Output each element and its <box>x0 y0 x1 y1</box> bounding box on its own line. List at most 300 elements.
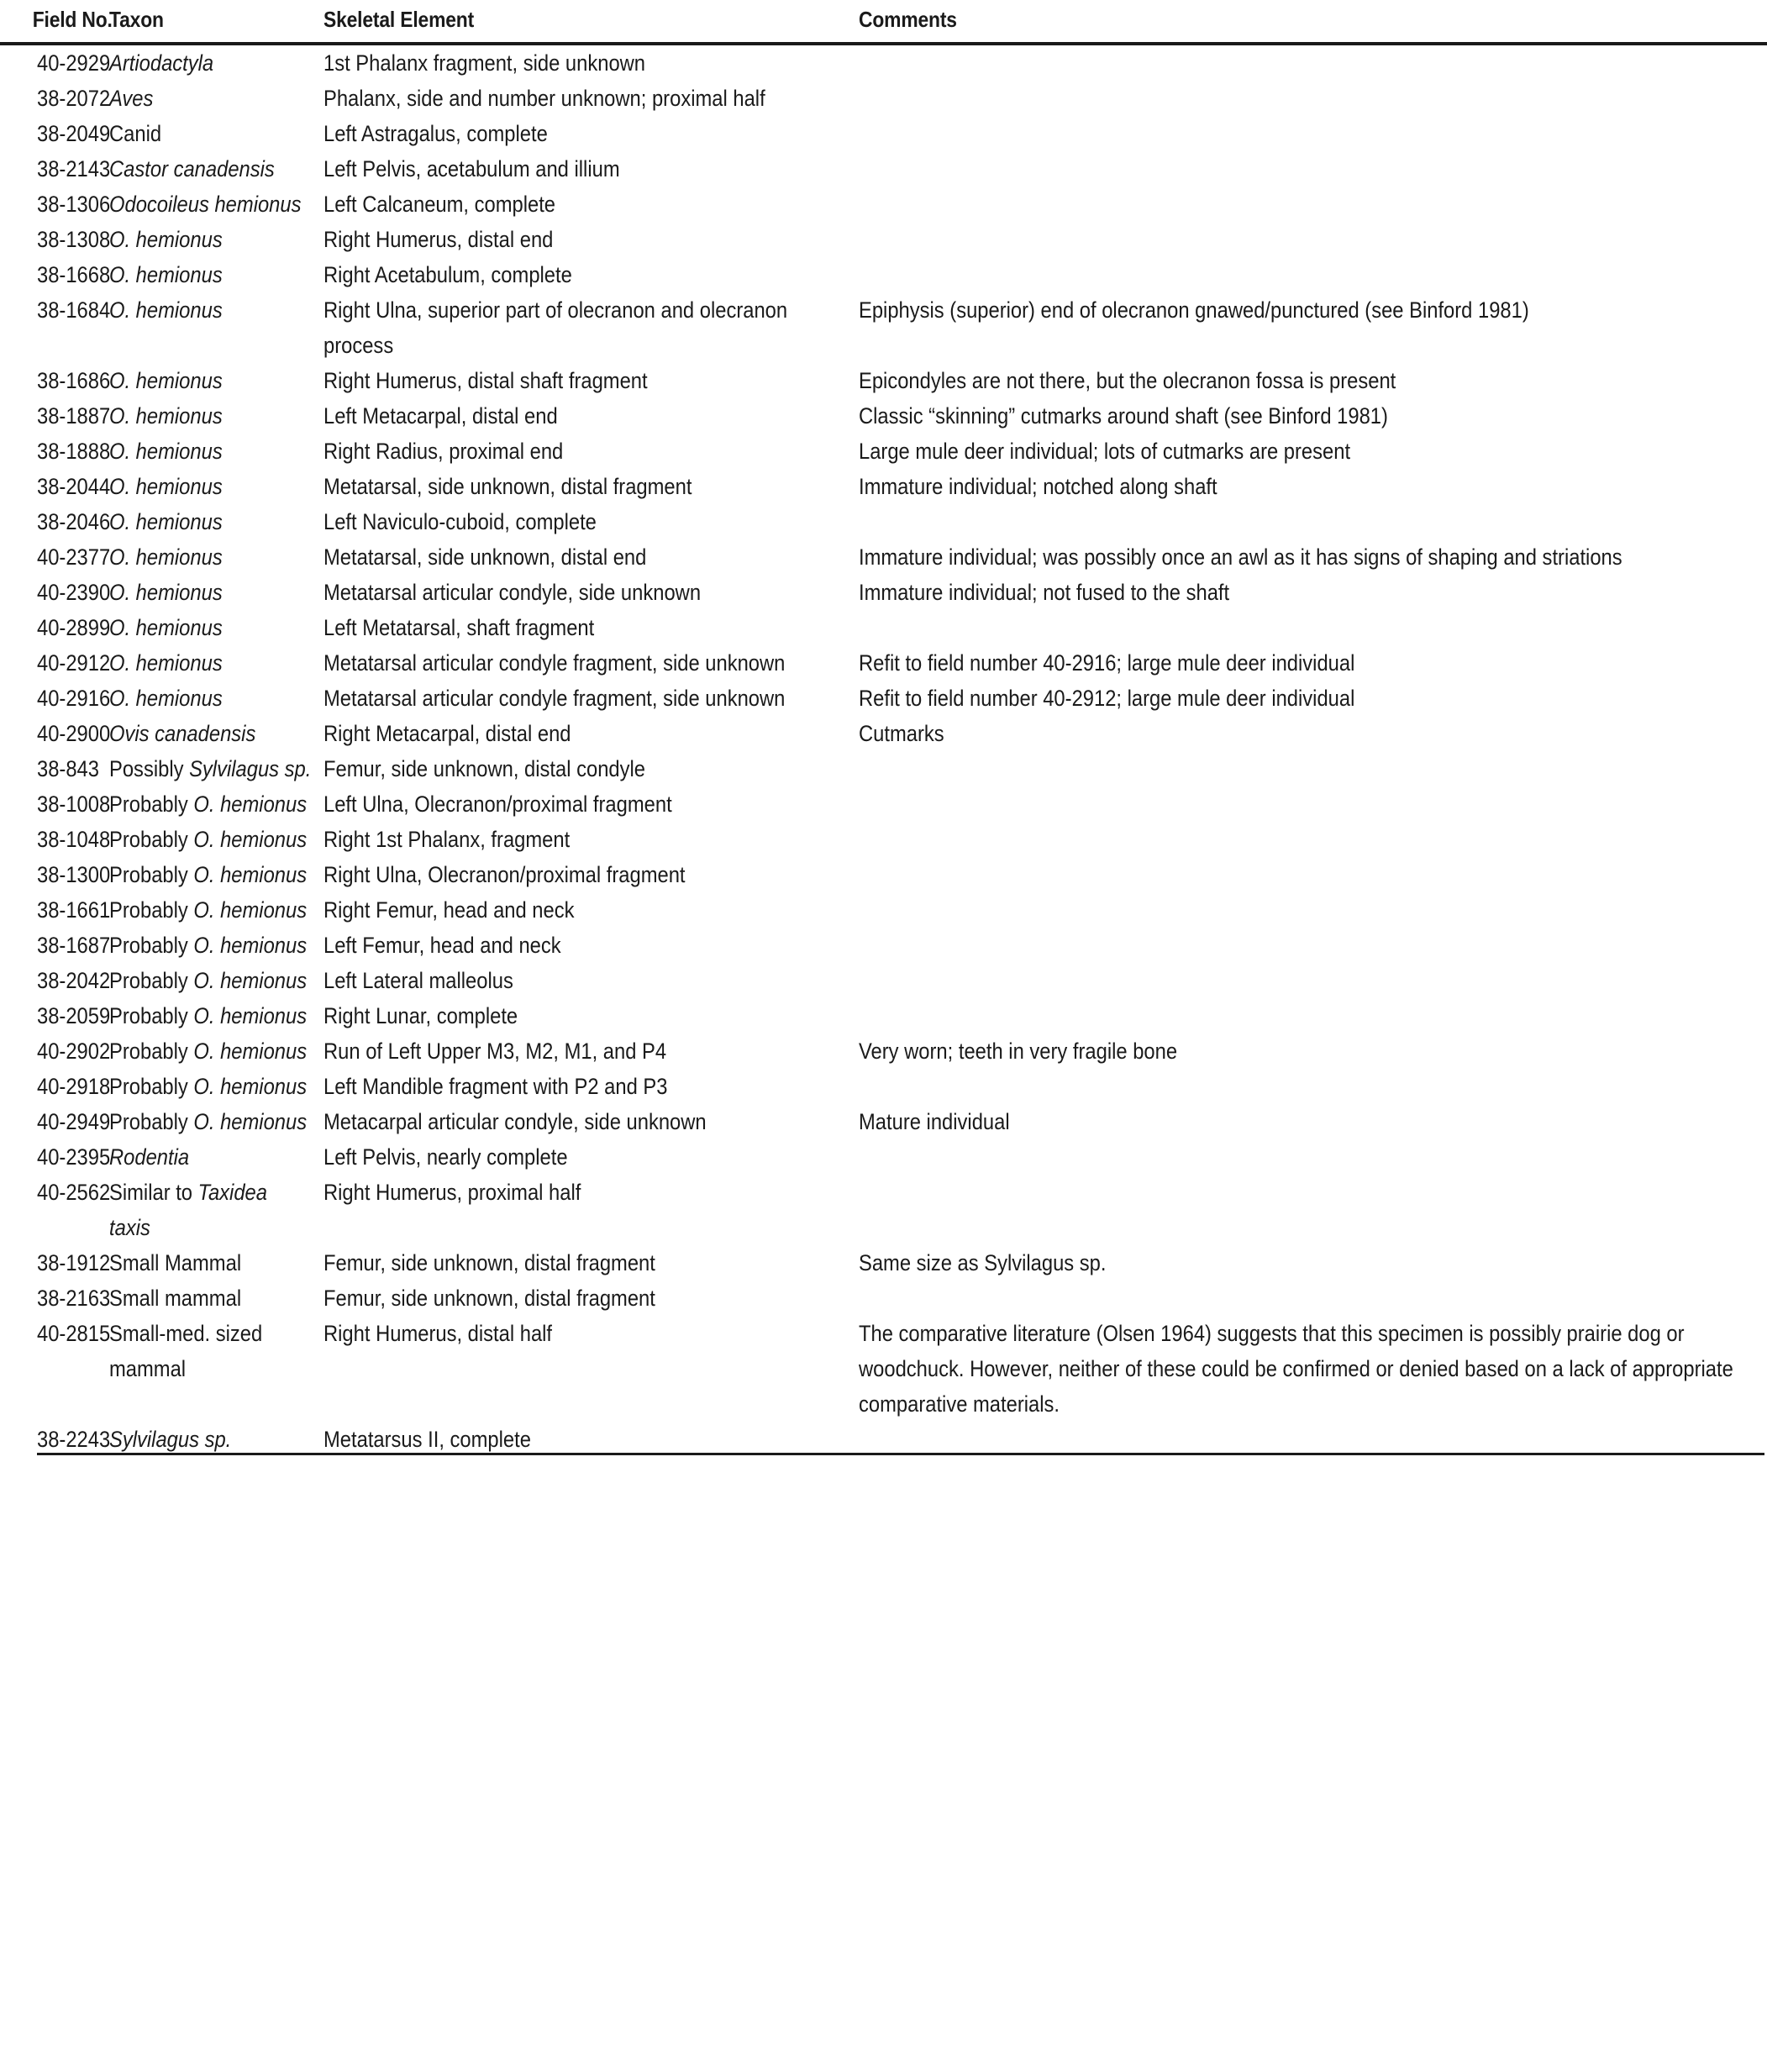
cell-skeletal-element <box>323 998 859 1033</box>
cell-comments <box>859 1033 1767 1069</box>
taxon-scientific-name: O. hemionus <box>109 297 223 323</box>
cell-taxon <box>109 1422 323 1457</box>
taxon-scientific-name: O. hemionus <box>109 227 223 252</box>
cell-taxon <box>109 610 323 645</box>
taxon-value <box>109 81 312 116</box>
cell-taxon <box>109 257 323 292</box>
taxon-qualifier: Probably <box>109 827 194 852</box>
field-no-value: 38-2044 <box>37 474 111 499</box>
table-row <box>0 363 1767 398</box>
table-row <box>0 645 1767 681</box>
skeletal-element-value: Metatarsal, side unknown, distal fragment <box>323 474 692 499</box>
table-row <box>0 610 1767 645</box>
skeletal-element-value: Left Astragalus, complete <box>323 121 548 146</box>
taxon-qualifier: Probably <box>109 933 194 958</box>
cell-skeletal-element <box>323 434 859 469</box>
taxon-scientific-name: O. hemionus <box>109 509 223 534</box>
field-no-value: 38-1308 <box>37 227 111 252</box>
taxon-qualifier: Probably <box>109 1074 194 1099</box>
cell-taxon <box>109 1139 323 1175</box>
cell-field-no <box>0 751 109 786</box>
table-row <box>0 998 1767 1033</box>
cell-taxon <box>109 44 323 81</box>
taxon-value <box>109 504 312 539</box>
cell-taxon <box>109 187 323 222</box>
skeletal-element-value: Left Pelvis, nearly complete <box>323 1144 568 1170</box>
skeletal-element-value: Left Calcaneum, complete <box>323 192 556 217</box>
taxon-value <box>109 892 312 928</box>
taxon-scientific-name: O. hemionus <box>193 1074 308 1099</box>
skeletal-element-value: Metatarsus II, complete <box>323 1427 531 1452</box>
cell-field-no <box>0 504 109 539</box>
skeletal-element-value: 1st Phalanx fragment, side unknown <box>323 50 646 76</box>
cell-taxon <box>109 1069 323 1104</box>
taxon-scientific-name: O. hemionus <box>109 439 223 464</box>
cell-taxon <box>109 681 323 716</box>
table-row <box>0 1139 1767 1175</box>
cell-taxon <box>109 963 323 998</box>
cell-comments <box>859 151 1767 187</box>
table-row <box>0 222 1767 257</box>
taxon-value <box>109 539 312 575</box>
cell-field-no <box>0 469 109 504</box>
table-header <box>0 0 1767 44</box>
cell-field-no <box>0 434 109 469</box>
cell-taxon <box>109 645 323 681</box>
cell-skeletal-element <box>323 610 859 645</box>
field-no-value: 40-2929 <box>37 50 111 76</box>
taxon-scientific-name: O. hemionus <box>193 1039 308 1064</box>
skeletal-element-value: Right Ulna, Olecranon/proximal fragment <box>323 862 686 887</box>
cell-skeletal-element <box>323 151 859 187</box>
cell-field-no <box>0 222 109 257</box>
cell-comments <box>859 892 1767 928</box>
taxon-scientific-name: O. hemionus <box>109 615 223 640</box>
field-no-value: 40-2395 <box>37 1144 111 1170</box>
table-body <box>0 44 1767 1457</box>
table-row <box>0 257 1767 292</box>
cell-skeletal-element <box>323 292 859 363</box>
cell-taxon <box>109 1316 323 1422</box>
comments-value: The comparative literature (Olsen 1964) suggests that this specimen is possibly prairie dog or woodchuck. However, neither of these could be confirmed or denied based on a lack of appropriate comparative materials. <box>859 1321 1733 1417</box>
cell-field-no <box>0 398 109 434</box>
table-row <box>0 398 1767 434</box>
table-row <box>0 469 1767 504</box>
field-no-value: 38-1887 <box>37 403 111 429</box>
cell-field-no <box>0 1422 109 1457</box>
taxon-value <box>109 1033 312 1069</box>
cell-skeletal-element <box>323 1033 859 1069</box>
table-row <box>0 751 1767 786</box>
taxon-scientific-name: O. hemionus <box>109 403 223 429</box>
cell-taxon <box>109 363 323 398</box>
taxon-qualifier: Probably <box>109 968 194 993</box>
cell-field-no <box>0 928 109 963</box>
taxon-scientific-name: O. hemionus <box>193 1109 308 1134</box>
field-no-value: 40-2949 <box>37 1109 111 1134</box>
cell-comments <box>859 1175 1767 1245</box>
taxon-scientific-name: O. hemionus <box>109 474 223 499</box>
cell-field-no <box>0 786 109 822</box>
cell-taxon <box>109 222 323 257</box>
field-no-value: 38-1661 <box>37 897 111 923</box>
field-no-value: 40-2815 <box>37 1321 111 1346</box>
cell-comments <box>859 716 1767 751</box>
cell-comments <box>859 44 1767 81</box>
taxon-value <box>109 1104 312 1139</box>
field-no-value: 40-2918 <box>37 1074 111 1099</box>
taxon-value <box>109 363 312 398</box>
table-footer-rule <box>37 1453 1764 1455</box>
taxon-scientific-name: Artiodactyla <box>109 50 214 76</box>
cell-field-no <box>0 857 109 892</box>
cell-comments <box>859 645 1767 681</box>
cell-field-no <box>0 998 109 1033</box>
cell-field-no <box>0 292 109 363</box>
cell-field-no <box>0 539 109 575</box>
skeletal-element-value: Right Humerus, proximal half <box>323 1180 581 1205</box>
taxon-scientific-name: O. hemionus <box>109 580 223 605</box>
cell-field-no <box>0 363 109 398</box>
cell-field-no <box>0 1175 109 1245</box>
column-header-skeletal-element: Skeletal Element <box>323 0 795 44</box>
skeletal-element-value: Left Metatarsal, shaft fragment <box>323 615 595 640</box>
taxon-value <box>109 681 312 716</box>
table-row <box>0 716 1767 751</box>
cell-taxon <box>109 151 323 187</box>
cell-taxon <box>109 892 323 928</box>
cell-taxon <box>109 539 323 575</box>
cell-field-no <box>0 1139 109 1175</box>
cell-skeletal-element <box>323 222 859 257</box>
taxon-scientific-name: Aves <box>109 86 154 111</box>
field-no-value: 38-1668 <box>37 262 111 287</box>
skeletal-element-value: Right Lunar, complete <box>323 1003 518 1028</box>
field-no-value: 40-2912 <box>37 650 111 676</box>
cell-skeletal-element <box>323 1069 859 1104</box>
comments-value: Immature individual; was possibly once an awl as it has signs of shaping and striations <box>859 544 1622 570</box>
cell-field-no <box>0 575 109 610</box>
skeletal-element-value: Right 1st Phalanx, fragment <box>323 827 571 852</box>
taxon-qualifier: Probably <box>109 791 194 817</box>
taxon-qualifier: Probably <box>109 1109 194 1134</box>
field-no-value: 38-2059 <box>37 1003 111 1028</box>
cell-skeletal-element <box>323 257 859 292</box>
skeletal-element-value: Left Ulna, Olecranon/proximal fragment <box>323 791 672 817</box>
skeletal-element-value: Left Femur, head and neck <box>323 933 561 958</box>
skeletal-element-value: Metatarsal articular condyle, side unknown <box>323 580 702 605</box>
skeletal-element-value: Metacarpal articular condyle, side unknown <box>323 1109 707 1134</box>
field-no-value: 38-2163 <box>37 1286 111 1311</box>
skeletal-element-value: Phalanx, side and number unknown; proximal half <box>323 86 765 111</box>
cell-comments <box>859 1245 1767 1281</box>
cell-field-no <box>0 963 109 998</box>
cell-skeletal-element <box>323 822 859 857</box>
taxon-value <box>109 1175 312 1245</box>
taxon-value <box>109 963 312 998</box>
taxon-value <box>109 1422 312 1457</box>
table-row <box>0 786 1767 822</box>
table-row <box>0 504 1767 539</box>
cell-comments <box>859 292 1767 363</box>
taxon-value <box>109 1281 312 1316</box>
cell-taxon <box>109 116 323 151</box>
table-row <box>0 539 1767 575</box>
taxon-scientific-name: Rodentia <box>109 1144 190 1170</box>
cell-comments <box>859 363 1767 398</box>
cell-field-no <box>0 1104 109 1139</box>
table-row <box>0 822 1767 857</box>
taxon-scientific-name: O. hemionus <box>193 862 308 887</box>
cell-skeletal-element <box>323 892 859 928</box>
cell-taxon <box>109 1175 323 1245</box>
taxon-scientific-name: O. hemionus <box>193 933 308 958</box>
field-no-value: 40-2377 <box>37 544 111 570</box>
cell-skeletal-element <box>323 857 859 892</box>
taxon-scientific-name: O. hemionus <box>193 1003 308 1028</box>
table-row <box>0 292 1767 363</box>
cell-comments <box>859 469 1767 504</box>
table-row <box>0 116 1767 151</box>
taxon-value <box>109 257 312 292</box>
cell-skeletal-element <box>323 398 859 434</box>
taxon-scientific-name: O. hemionus <box>109 368 223 393</box>
table-row <box>0 1069 1767 1104</box>
cell-field-no <box>0 1069 109 1104</box>
cell-comments <box>859 681 1767 716</box>
taxon-value <box>109 610 312 645</box>
header-row <box>0 0 1767 44</box>
field-no-value: 40-2562 <box>37 1180 111 1205</box>
cell-field-no <box>0 81 109 116</box>
field-no-value: 40-2900 <box>37 721 111 746</box>
cell-comments <box>859 610 1767 645</box>
taxon-value <box>109 45 312 81</box>
cell-comments <box>859 539 1767 575</box>
skeletal-element-value: Right Metacarpal, distal end <box>323 721 571 746</box>
skeletal-element-value: Metatarsal, side unknown, distal end <box>323 544 647 570</box>
cell-skeletal-element <box>323 116 859 151</box>
skeletal-element-value: Right Humerus, distal end <box>323 227 554 252</box>
table-row <box>0 1245 1767 1281</box>
taxon-scientific-name: O. hemionus <box>193 791 308 817</box>
table-row <box>0 434 1767 469</box>
cell-field-no <box>0 1316 109 1422</box>
field-no-value: 40-2390 <box>37 580 111 605</box>
cell-skeletal-element <box>323 363 859 398</box>
cell-comments <box>859 786 1767 822</box>
skeletal-element-value: Left Metacarpal, distal end <box>323 403 558 429</box>
taxon-value <box>109 1245 312 1281</box>
cell-skeletal-element <box>323 751 859 786</box>
table-row <box>0 1281 1767 1316</box>
cell-comments <box>859 857 1767 892</box>
cell-taxon <box>109 1281 323 1316</box>
cell-field-no <box>0 681 109 716</box>
taxon-qualifier: Probably <box>109 897 194 923</box>
skeletal-element-value: Metatarsal articular condyle fragment, side unknown <box>323 650 786 676</box>
field-no-value: 40-2899 <box>37 615 111 640</box>
taxon-scientific-name: O. hemionus <box>109 544 223 570</box>
table-row <box>0 1175 1767 1245</box>
cell-skeletal-element <box>323 716 859 751</box>
cell-field-no <box>0 892 109 928</box>
cell-taxon <box>109 751 323 786</box>
cell-skeletal-element <box>323 1316 859 1422</box>
taxon-scientific-name: Taxidea taxis <box>109 1180 267 1240</box>
cell-field-no <box>0 44 109 81</box>
taxon-value <box>109 751 312 786</box>
cell-comments <box>859 398 1767 434</box>
cell-field-no <box>0 116 109 151</box>
field-no-value: 38-843 <box>37 756 99 781</box>
cell-skeletal-element <box>323 1281 859 1316</box>
field-no-value: 38-2072 <box>37 86 111 111</box>
cell-skeletal-element <box>323 786 859 822</box>
column-header-taxon: Taxon <box>109 0 297 44</box>
taxon-qualifier: Similar to <box>109 1180 198 1205</box>
taxon-scientific-name: Castor canadensis <box>109 156 275 181</box>
taxon-value <box>109 187 312 222</box>
table-row <box>0 151 1767 187</box>
cell-skeletal-element <box>323 645 859 681</box>
cell-comments <box>859 1104 1767 1139</box>
skeletal-element-value: Right Radius, proximal end <box>323 439 564 464</box>
cell-skeletal-element <box>323 928 859 963</box>
skeletal-element-value: Femur, side unknown, distal fragment <box>323 1250 655 1275</box>
cell-skeletal-element <box>323 1139 859 1175</box>
comments-value: Immature individual; notched along shaft <box>859 474 1217 499</box>
table-row <box>0 187 1767 222</box>
skeletal-element-value: Right Humerus, distal shaft fragment <box>323 368 648 393</box>
taxon-value <box>109 292 312 328</box>
cell-comments <box>859 963 1767 998</box>
taxon-scientific-name: Sylvilagus sp. <box>189 756 312 781</box>
skeletal-element-value: Femur, side unknown, distal fragment <box>323 1286 655 1311</box>
skeletal-element-value: Left Lateral malleolus <box>323 968 513 993</box>
comments-value: Epiphysis (superior) end of olecranon gnawed/punctured (see Binford 1981) <box>859 297 1529 323</box>
cell-field-no <box>0 645 109 681</box>
taxon-value <box>109 575 312 610</box>
comments-value: Refit to field number 40-2912; large mule deer individual <box>859 686 1355 711</box>
field-no-value: 40-2902 <box>37 1039 111 1064</box>
comments-value: Immature individual; not fused to the shaft <box>859 580 1230 605</box>
cell-skeletal-element <box>323 469 859 504</box>
cell-field-no <box>0 1245 109 1281</box>
cell-comments <box>859 1139 1767 1175</box>
cell-field-no <box>0 187 109 222</box>
cell-skeletal-element <box>323 681 859 716</box>
taxon-value <box>109 469 312 504</box>
field-no-value: 38-1687 <box>37 933 111 958</box>
cell-taxon <box>109 716 323 751</box>
cell-field-no <box>0 1281 109 1316</box>
cell-comments <box>859 434 1767 469</box>
taxon-value <box>109 1069 312 1104</box>
field-no-value: 38-1008 <box>37 791 111 817</box>
cell-taxon <box>109 81 323 116</box>
column-header-comments: Comments <box>859 0 1658 44</box>
table-row <box>0 857 1767 892</box>
taxon-scientific-name: O. hemionus <box>193 897 308 923</box>
comments-value: Epicondyles are not there, but the olecranon fossa is present <box>859 368 1396 393</box>
cell-taxon <box>109 469 323 504</box>
cell-comments <box>859 998 1767 1033</box>
taxon-value <box>109 151 312 187</box>
cell-taxon <box>109 575 323 610</box>
cell-skeletal-element <box>323 81 859 116</box>
field-no-value: 38-1684 <box>37 297 111 323</box>
column-header-field-no: Field No. <box>0 0 96 44</box>
cell-taxon <box>109 928 323 963</box>
cell-comments <box>859 1069 1767 1104</box>
cell-taxon <box>109 292 323 363</box>
table-row <box>0 1422 1767 1457</box>
taxon-qualifier: Canid <box>109 121 162 146</box>
taxon-scientific-name: O. hemionus <box>109 686 223 711</box>
cell-comments <box>859 187 1767 222</box>
cell-skeletal-element <box>323 187 859 222</box>
skeletal-element-value: Femur, side unknown, distal condyle <box>323 756 646 781</box>
cell-comments <box>859 257 1767 292</box>
taxon-value <box>109 822 312 857</box>
table-row <box>0 928 1767 963</box>
field-no-value: 38-1888 <box>37 439 111 464</box>
table-row <box>0 1316 1767 1422</box>
field-no-value: 38-1048 <box>37 827 111 852</box>
cell-comments <box>859 1316 1767 1422</box>
taxon-scientific-name: O. hemionus <box>109 262 223 287</box>
field-no-value: 38-2243 <box>37 1427 111 1452</box>
cell-taxon <box>109 434 323 469</box>
taxon-scientific-name: O. hemionus <box>193 968 308 993</box>
cell-comments <box>859 504 1767 539</box>
field-no-value: 38-1306 <box>37 192 111 217</box>
comments-value: Mature individual <box>859 1109 1010 1134</box>
cell-field-no <box>0 610 109 645</box>
field-no-value: 38-1686 <box>37 368 111 393</box>
cell-skeletal-element <box>323 575 859 610</box>
table-row <box>0 963 1767 998</box>
table-row <box>0 81 1767 116</box>
taxon-value <box>109 434 312 469</box>
taxon-qualifier: Probably <box>109 862 194 887</box>
field-no-value: 38-2042 <box>37 968 111 993</box>
skeletal-element-value: Left Naviculo-cuboid, complete <box>323 509 597 534</box>
cell-taxon <box>109 1245 323 1281</box>
cell-comments <box>859 81 1767 116</box>
skeletal-element-value: Metatarsal articular condyle fragment, side unknown <box>323 686 786 711</box>
comments-value: Refit to field number 40-2916; large mule deer individual <box>859 650 1355 676</box>
comments-value: Large mule deer individual; lots of cutmarks are present <box>859 439 1351 464</box>
field-no-value: 38-1912 <box>37 1250 111 1275</box>
cell-skeletal-element <box>323 504 859 539</box>
taxon-scientific-name: O. hemionus <box>109 650 223 676</box>
cell-comments <box>859 222 1767 257</box>
cell-skeletal-element <box>323 44 859 81</box>
comments-value: Cutmarks <box>859 721 944 746</box>
table-row <box>0 892 1767 928</box>
taxon-qualifier: Probably <box>109 1003 194 1028</box>
table-row <box>0 44 1767 81</box>
cell-taxon <box>109 1033 323 1069</box>
cell-skeletal-element <box>323 963 859 998</box>
cell-skeletal-element <box>323 1104 859 1139</box>
cell-comments <box>859 575 1767 610</box>
taxon-value <box>109 222 312 257</box>
taxon-value <box>109 998 312 1033</box>
taxon-scientific-name: Odocoileus hemionus <box>109 192 302 217</box>
